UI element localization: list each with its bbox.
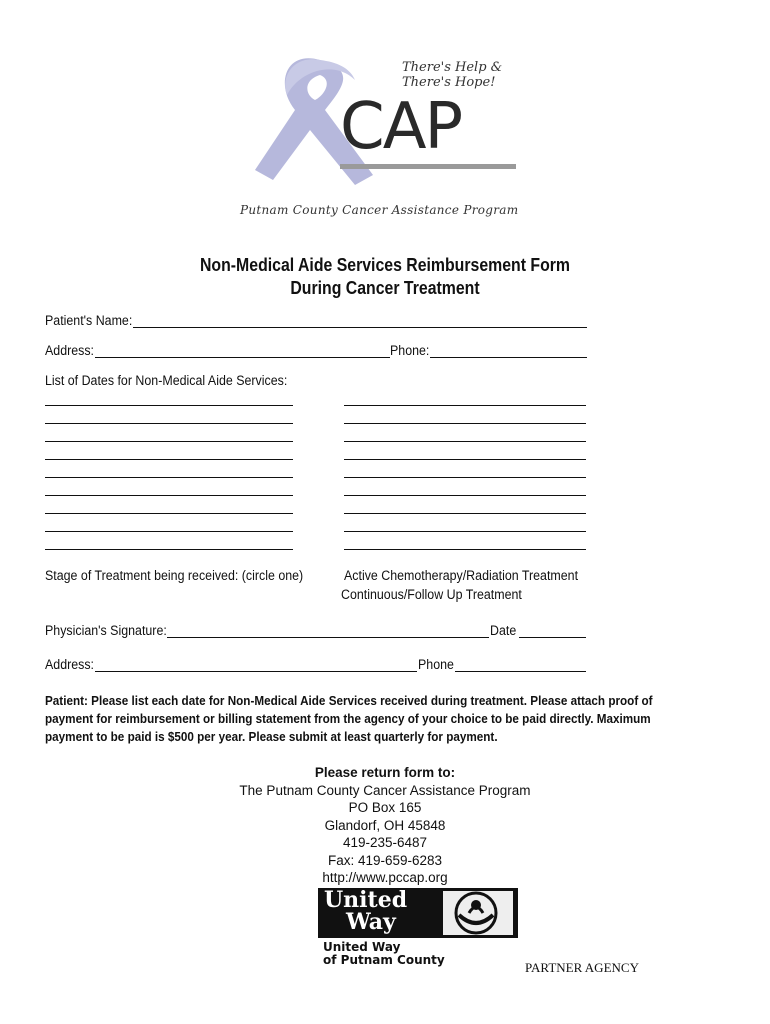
form-title: Non-Medical Aide Services Reimbursement Form xyxy=(199,255,570,275)
return-address xyxy=(0,764,770,887)
date-entry-field[interactable] xyxy=(45,549,293,550)
patient-name-label: Patient's Name: xyxy=(45,313,133,328)
date-entry-field[interactable] xyxy=(45,531,293,532)
address-label: Address: xyxy=(45,343,95,358)
address-row xyxy=(45,343,94,359)
date-entry-field[interactable] xyxy=(45,459,293,460)
address-field[interactable] xyxy=(95,357,390,358)
date-entry-field[interactable] xyxy=(344,549,586,550)
physician-phone-field[interactable] xyxy=(455,671,586,672)
stage-label: Stage of Treatment being received: (circle one) xyxy=(45,568,304,583)
return-heading: Please return form to: xyxy=(314,765,456,780)
patient-name-row xyxy=(45,313,132,329)
patient-name-field[interactable] xyxy=(133,327,587,328)
program-name: Putnam County Cancer Assistance Program xyxy=(240,203,519,217)
partner-agency-label: PARTNER AGENCY xyxy=(525,960,639,975)
date-entry-field[interactable] xyxy=(344,531,586,532)
united-way-name: United Way of Putnam County xyxy=(323,940,445,967)
date-entry-field[interactable] xyxy=(45,423,293,424)
cap-wordmark: CAP xyxy=(340,90,462,164)
return-website[interactable]: http://www.pccap.org xyxy=(322,870,448,885)
united-way-hand-icon xyxy=(443,891,513,935)
logo-underline xyxy=(340,164,516,169)
date-entry-field[interactable] xyxy=(45,513,293,514)
return-city: Glandorf, OH 45848 xyxy=(324,817,446,833)
date-label: Date xyxy=(490,623,517,638)
dates-label: List of Dates for Non-Medical Aide Services: xyxy=(45,373,288,388)
date-entry-field[interactable] xyxy=(344,423,586,424)
logo-tagline: There's Help & There's Hope! xyxy=(402,60,503,90)
date-entry-field[interactable] xyxy=(45,441,293,442)
date-entry-field[interactable] xyxy=(344,495,586,496)
physician-signature-label: Physician's Signature: xyxy=(45,623,167,638)
date-entry-field[interactable] xyxy=(344,459,586,460)
instructions-paragraph: Patient: Please list each date for Non-Medical Aide Services received during treatment. Please attach proof of payment for reimbursement or billing statement from the agency of your choice to be paid directly. Maximum payment to be paid is $500 per year. Please submit at least quarterly for payment. xyxy=(45,693,653,744)
physician-signature-field[interactable] xyxy=(167,637,489,638)
date-entry-field[interactable] xyxy=(344,477,586,478)
return-fax: Fax: 419-659-6283 xyxy=(327,852,443,868)
form-subtitle: During Cancer Treatment xyxy=(290,278,480,298)
date-entry-field[interactable] xyxy=(344,405,586,406)
united-way-wordmark: United Way xyxy=(324,887,408,935)
return-phone: 419-235-6487 xyxy=(342,835,428,850)
date-entry-field[interactable] xyxy=(344,441,586,442)
physician-address-field[interactable] xyxy=(95,671,417,672)
return-org: The Putnam County Cancer Assistance Program xyxy=(239,782,531,798)
date-entry-field[interactable] xyxy=(45,477,293,478)
physician-phone-label: Phone xyxy=(418,657,454,672)
physician-address-label: Address: xyxy=(45,657,95,672)
date-entry-field[interactable] xyxy=(344,513,586,514)
stage-option-active[interactable]: Active Chemotherapy/Radiation Treatment xyxy=(344,568,579,583)
return-po-box: PO Box 165 xyxy=(348,800,422,815)
date-entry-field[interactable] xyxy=(45,495,293,496)
phone-field[interactable] xyxy=(430,357,587,358)
date-field[interactable] xyxy=(519,637,586,638)
stage-option-followup[interactable]: Continuous/Follow Up Treatment xyxy=(341,587,522,602)
phone-label: Phone: xyxy=(390,343,430,358)
date-entry-field[interactable] xyxy=(45,405,293,406)
